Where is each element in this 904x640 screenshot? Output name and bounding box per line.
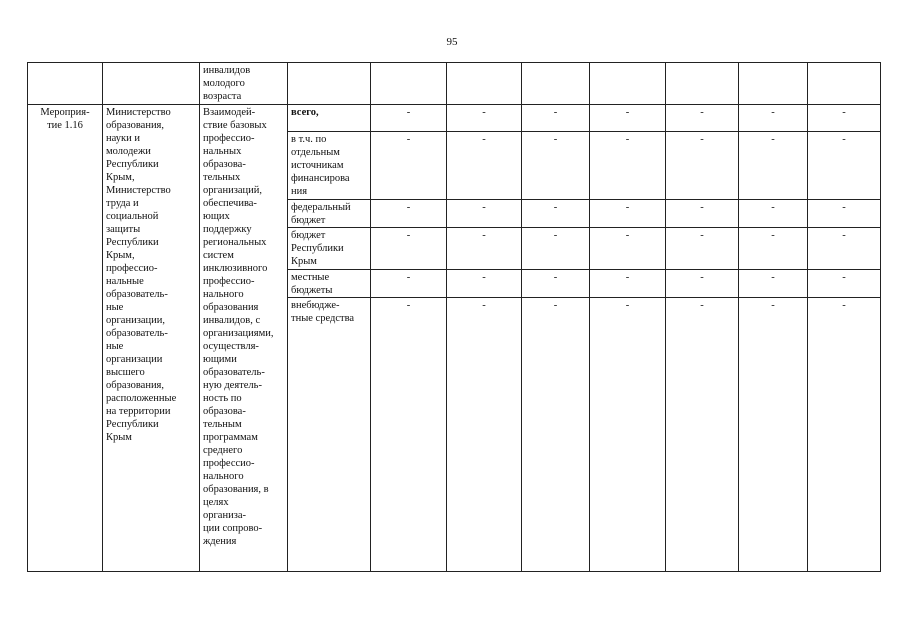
value-cell: - <box>522 132 590 200</box>
value-cell: - <box>666 228 739 270</box>
table-cell <box>666 63 739 105</box>
table-cell <box>371 63 447 105</box>
value-cell: - <box>666 105 739 132</box>
value-cell: - <box>739 105 808 132</box>
value-cell: - <box>666 298 739 572</box>
value-cell: - <box>590 105 666 132</box>
table-cell <box>28 63 103 105</box>
value-cell: - <box>739 200 808 228</box>
value-cell: - <box>371 228 447 270</box>
table-cell <box>522 63 590 105</box>
value-cell: - <box>590 298 666 572</box>
funding-source-cell: всего, <box>288 105 371 132</box>
value-cell: - <box>590 200 666 228</box>
table-cell <box>808 63 881 105</box>
value-cell: - <box>808 298 881 572</box>
table-cell <box>739 63 808 105</box>
value-cell: - <box>808 270 881 298</box>
value-cell: - <box>447 200 522 228</box>
value-cell: - <box>522 298 590 572</box>
value-cell: - <box>447 132 522 200</box>
value-cell: - <box>739 298 808 572</box>
description-cell: Взаимодей- ствие базовых профессио- нальных образова- тельных организаций, обеспечива- ющих поддержку региональных систем инклюзивного профессио- нального образования инвалидов, с организациями, осуществля- ющими образователь- ную деятель- ность по образова- тельным программам среднего профессио- нального образования, в целях организа- ции сопрово- ждения <box>200 105 288 572</box>
value-cell: - <box>590 228 666 270</box>
funding-source-cell: в т.ч. по отдельным источникам финансирова ния <box>288 132 371 200</box>
value-cell: - <box>666 270 739 298</box>
continued-description-cell: инвалидов молодого возраста <box>200 63 288 105</box>
value-cell: - <box>447 298 522 572</box>
funding-source-cell: бюджет Республики Крым <box>288 228 371 270</box>
value-cell: - <box>371 270 447 298</box>
table-cell <box>103 63 200 105</box>
value-cell: - <box>447 228 522 270</box>
value-cell: - <box>371 105 447 132</box>
page-number: 95 <box>446 36 458 48</box>
value-cell: - <box>808 228 881 270</box>
value-cell: - <box>522 105 590 132</box>
executors-cell: Министерство образования, науки и молодежи Республики Крым, Министерство труда и социальной защиты Республики Крым, профессио- нальные образователь- ные организации, образователь- ные организации высшего образования, расположенные на территории Республики Крым <box>103 105 200 572</box>
value-cell: - <box>522 200 590 228</box>
funding-source-cell: федеральный бюджет <box>288 200 371 228</box>
value-cell: - <box>666 132 739 200</box>
funding-source-cell: внебюдже- тные средства <box>288 298 371 572</box>
value-cell: - <box>739 270 808 298</box>
value-cell: - <box>371 298 447 572</box>
value-cell: - <box>808 132 881 200</box>
value-cell: - <box>739 132 808 200</box>
value-cell: - <box>522 228 590 270</box>
value-cell: - <box>447 270 522 298</box>
value-cell: - <box>590 132 666 200</box>
table-cell <box>447 63 522 105</box>
value-cell: - <box>808 200 881 228</box>
event-label-cell: Мероприя- тие 1.16 <box>28 105 103 572</box>
funding-source-cell: местные бюджеты <box>288 270 371 298</box>
table-cell <box>288 63 371 105</box>
table-cell <box>590 63 666 105</box>
value-cell: - <box>739 228 808 270</box>
budget-table <box>27 62 881 572</box>
value-cell: - <box>522 270 590 298</box>
funding-row-total <box>28 105 881 132</box>
value-cell: - <box>808 105 881 132</box>
value-cell: - <box>371 200 447 228</box>
value-cell: - <box>371 132 447 200</box>
value-cell: - <box>447 105 522 132</box>
table-row-continued <box>28 63 881 105</box>
value-cell: - <box>666 200 739 228</box>
value-cell: - <box>590 270 666 298</box>
